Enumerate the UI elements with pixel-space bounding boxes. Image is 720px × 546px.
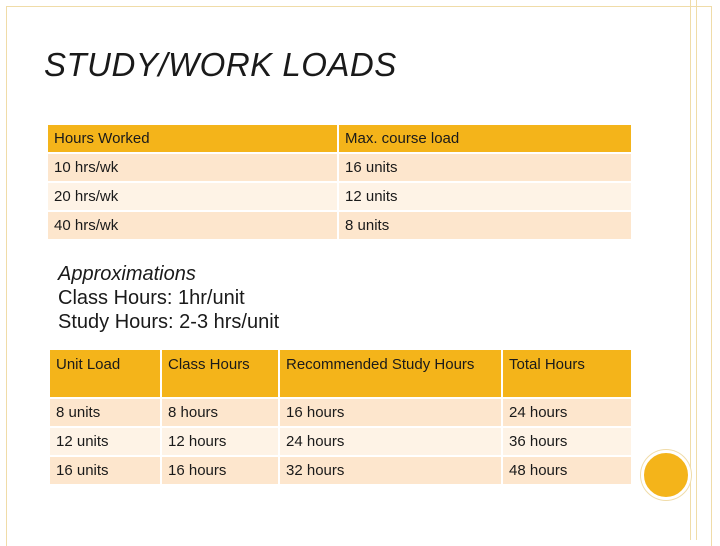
- notes-heading: Approximations: [58, 263, 196, 285]
- column-header: Max. course load: [339, 125, 633, 154]
- column-header: Recommended Study Hours: [280, 350, 503, 399]
- table-cell: 20 hrs/wk: [48, 183, 339, 212]
- slide-title: STUDY/WORK LOADS: [44, 46, 397, 83]
- column-header: Class Hours: [162, 350, 280, 399]
- table-header-row: [50, 350, 633, 399]
- class-hours-note: Class Hours: 1hr/unit: [58, 287, 245, 309]
- column-header: Hours Worked: [48, 125, 339, 154]
- unit-load-table: [50, 350, 633, 486]
- table-cell: 32 hours: [280, 457, 503, 486]
- table-cell: 16 units: [50, 457, 162, 486]
- frame-line-1: [690, 0, 691, 540]
- table-cell: 16 hours: [280, 399, 503, 428]
- table-cell: 36 hours: [503, 428, 633, 457]
- table-cell: 12 units: [339, 183, 633, 212]
- table-cell: 8 units: [339, 212, 633, 241]
- study-hours-note: Study Hours: 2-3 hrs/unit: [58, 311, 280, 333]
- frame-line-2: [696, 0, 697, 540]
- table-row: [50, 457, 633, 486]
- table-cell: 12 units: [50, 428, 162, 457]
- table-cell: 12 hours: [162, 428, 280, 457]
- table-cell: 16 hours: [162, 457, 280, 486]
- table-header-row: [48, 125, 633, 154]
- table-cell: 40 hrs/wk: [48, 212, 339, 241]
- table-row: [48, 154, 633, 183]
- table-row: [50, 428, 633, 457]
- table-cell: 8 hours: [162, 399, 280, 428]
- table-cell: 24 hours: [503, 399, 633, 428]
- table-row: [48, 183, 633, 212]
- table-cell: 8 units: [50, 399, 162, 428]
- approximations-notes: [58, 262, 279, 334]
- table-cell: 16 units: [339, 154, 633, 183]
- table-row: [48, 212, 633, 241]
- table-cell: 24 hours: [280, 428, 503, 457]
- column-header: Total Hours: [503, 350, 633, 399]
- table-cell: 48 hours: [503, 457, 633, 486]
- column-header: Unit Load: [50, 350, 162, 399]
- work-load-table: [48, 125, 633, 241]
- decorative-circle: [641, 450, 691, 500]
- table-cell: 10 hrs/wk: [48, 154, 339, 183]
- table-row: [50, 399, 633, 428]
